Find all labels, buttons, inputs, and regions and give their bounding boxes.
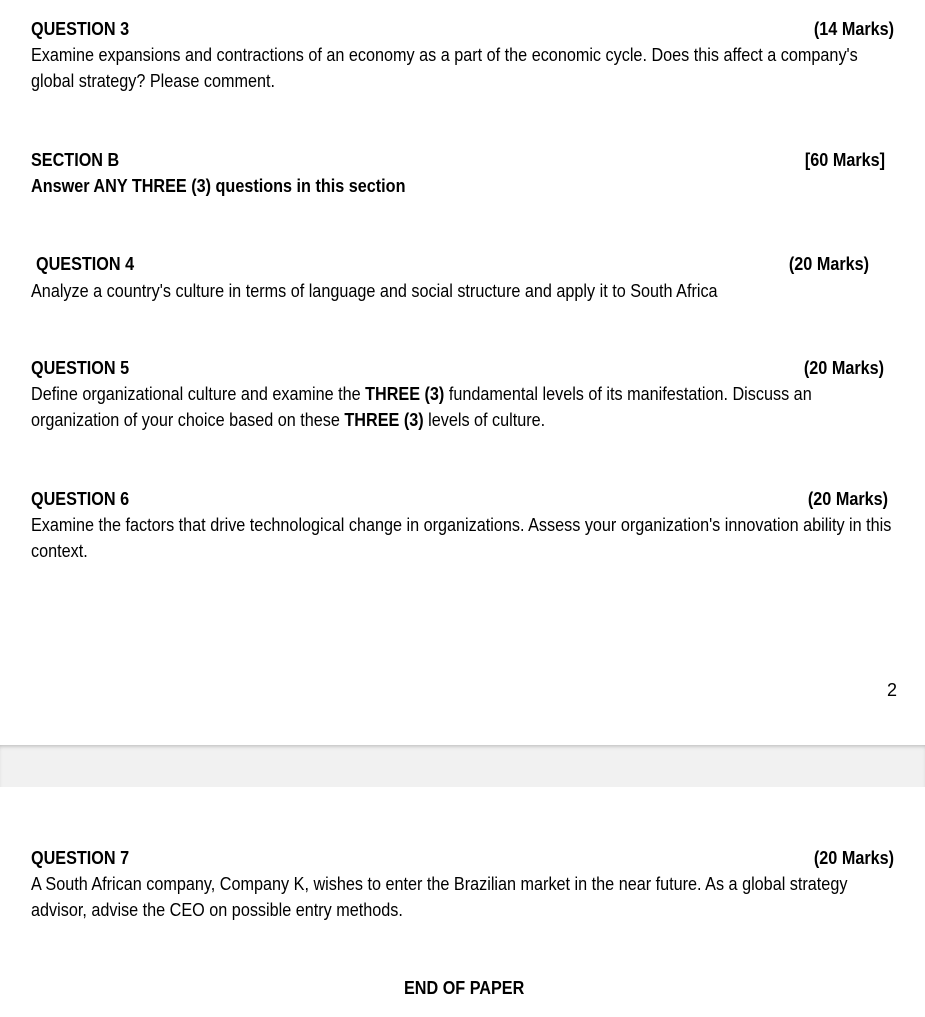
question-5-text: Define organizational culture and examine the THREE (3) fundamental levels of its manifestation. Discuss an organization of your choice based on these THREE (3) levels of culture. (31, 384, 812, 430)
page-separator (0, 745, 925, 787)
document-page-bottom (0, 787, 925, 1017)
question-7-title: QUESTION 7 (31, 848, 130, 868)
section-b-marks: [60 Marks] (804, 150, 885, 170)
question-7-text: A South African company, Company K, wishes to enter the Brazilian market in the near future. As a global strategy advisor, advise the CEO on possible entry methods. (31, 874, 848, 920)
question-7-marks: (20 Marks) (813, 848, 894, 868)
question-3-title: QUESTION 3 (31, 19, 130, 39)
end-of-paper: END OF PAPER (404, 978, 525, 998)
question-3-text: Examine expansions and contractions of an economy as a part of the economic cycle. Does this affect a company's global strategy? Please comment. (31, 45, 858, 91)
question-6-title: QUESTION 6 (31, 489, 130, 509)
section-b-title: SECTION B (31, 150, 120, 170)
question-6-text: Examine the factors that drive technological change in organizations. Assess your organization's innovation ability in this context. (31, 515, 892, 561)
question-4-marks: (20 Marks) (788, 254, 869, 274)
question-5-title: QUESTION 5 (31, 358, 130, 378)
section-b-instruction: Answer ANY THREE (3) questions in this section (31, 176, 406, 196)
question-3-marks: (14 Marks) (813, 19, 894, 39)
question-4-title: QUESTION 4 (36, 254, 135, 274)
question-6-marks: (20 Marks) (807, 489, 888, 509)
question-5-marks: (20 Marks) (803, 358, 884, 378)
page-number: 2 (886, 680, 897, 700)
question-4-text: Analyze a country's culture in terms of language and social structure and apply it to South Africa (31, 281, 718, 301)
